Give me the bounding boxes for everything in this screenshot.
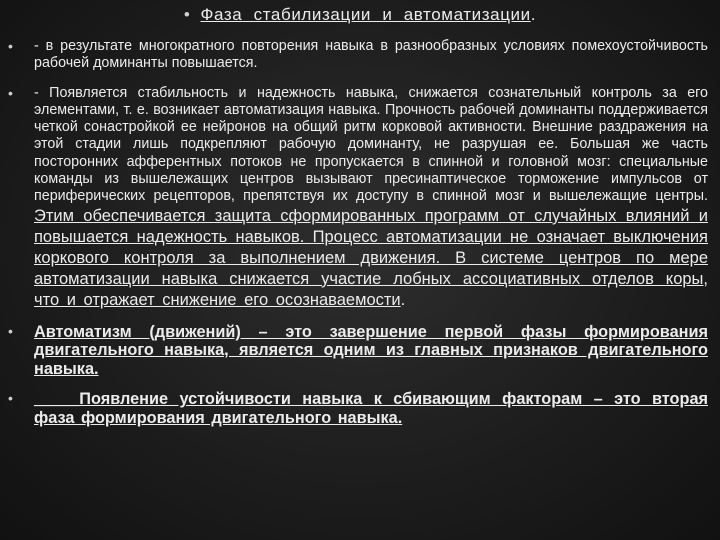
list-item (8, 38, 708, 73)
bullet-marker: • (8, 390, 13, 407)
item-2-underlined-text: Этим обеспечивается защита сформированных программ от случайных влияний и повышается надежность навыков. Процесс автоматизации не означает выключения коркового контроля за выполнением движения. В системе центров по мере автоматизации навыка снижается участие лобных ассоциативных отделов коры, что и отражает снижение его осознаваемости (34, 206, 708, 309)
list-item (8, 390, 708, 427)
bullet-marker: • (8, 322, 13, 339)
list-item (8, 85, 708, 311)
bullet-marker: • (8, 84, 13, 101)
item-2-paragraph (34, 85, 708, 311)
item-4-text: _____Появление устойчивости навыка к сбивающим факторам – это вторая фаза формирования двигательного навыка. (34, 390, 708, 427)
bullet-list (8, 38, 708, 439)
item-2-period: . (400, 290, 406, 309)
slide-title (0, 4, 720, 26)
list-item (8, 323, 708, 379)
bullet-marker: • (8, 38, 13, 54)
title-period: . (530, 5, 537, 24)
title-bullet: • (183, 5, 191, 24)
title-text: Фаза стабилизации и автоматизации (200, 5, 531, 24)
item-1-text: - в результате многократного повторения навыка в разнообразных условиях помехоустойчивость рабочей доминанты повышается. (34, 38, 708, 72)
item-3-text: Автоматизм (движений) – это завершение первой фазы формирования двигательного навыка, является одним из главных признаков двигательного навыка. (34, 322, 708, 378)
item-2-text: - Появляется стабильность и надежность навыка, снижается сознательный контроль за его элементами, т. е. возникает автоматизация навыка. Прочность рабочей доминанты поддерживается четкой сонастройкой ее нейронов на общий ритм корковой активности. Внешние раздражения на этой стадии лишь подкрепляют рабочую доминанту, не разрушая ее. Большая же часть посторонних афферентных потоков не пропускается в спинной и головной мозг: специальные команды из вышележащих центров вызывают пресинаптическое торможение импульсов от периферических рецепторов, препятствуя их доступу в спинной мозг и вышележащие центры. (34, 84, 708, 205)
